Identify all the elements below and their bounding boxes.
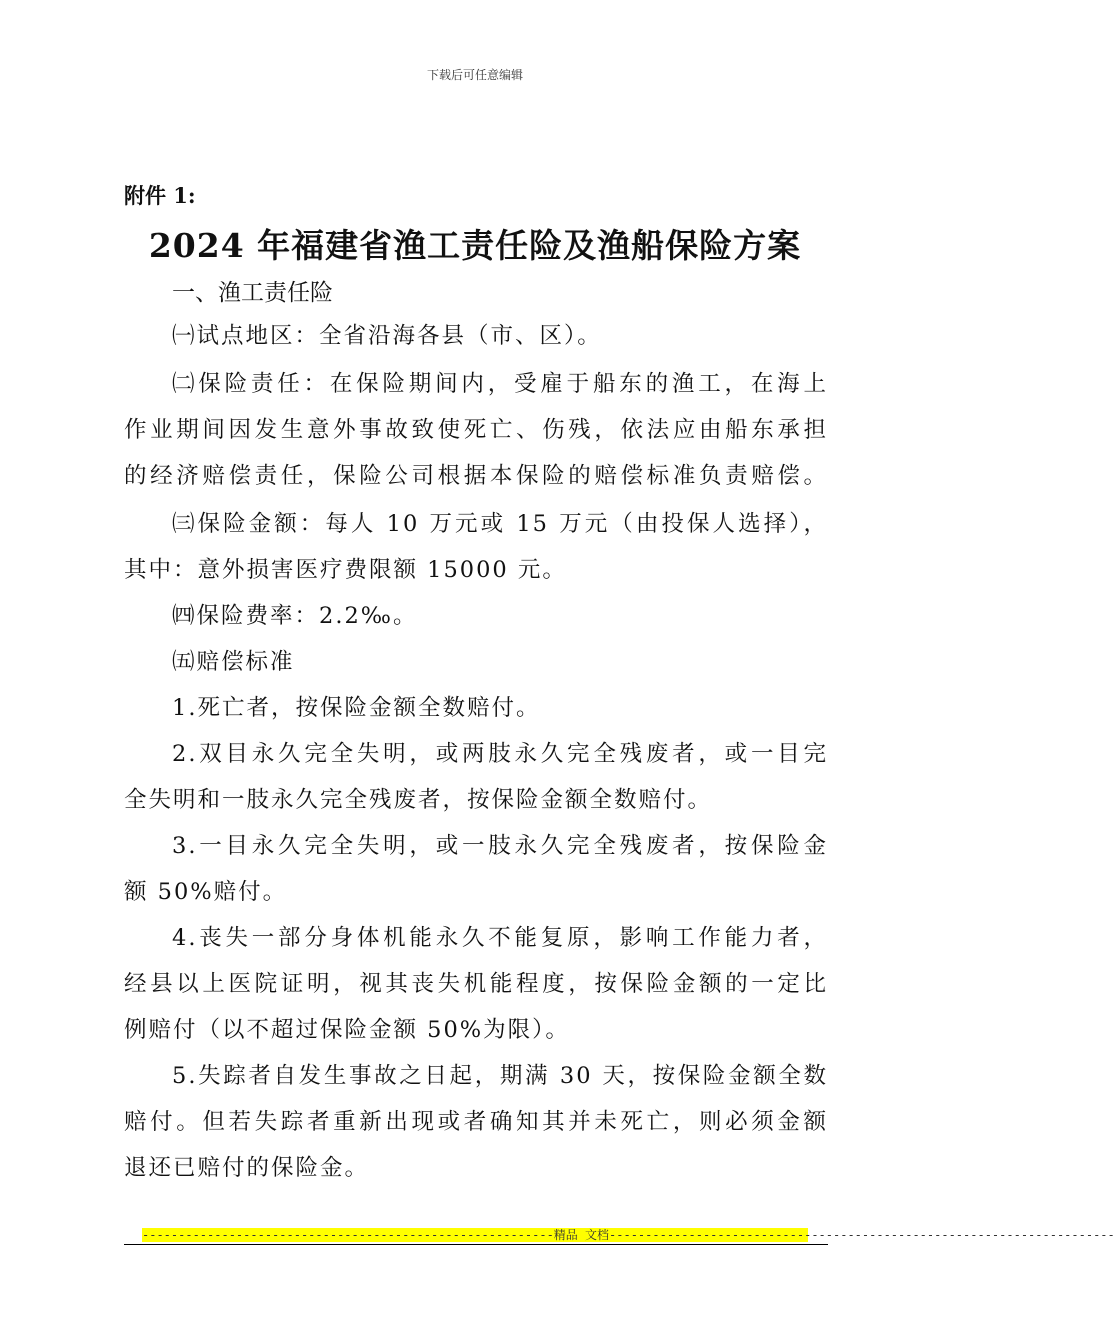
paragraph-line: 5.失踪者自发生事故之日起，期满 30 天，按保险金额全数 bbox=[172, 1063, 828, 1089]
paragraph-line: 例赔付（以不超过保险金额 50%为限）。 bbox=[124, 1017, 570, 1043]
paragraph-line: 经县以上医院证明，视其丧失机能程度，按保险金额的一定比 bbox=[124, 971, 828, 997]
paragraph-line: ㈤赔偿标准 bbox=[172, 649, 295, 675]
paragraph-line: ㈠试点地区：全省沿海各县（市、区）。 bbox=[172, 323, 602, 349]
document-title: 2024 年福建省渔工责任险及渔船保险方案 bbox=[148, 226, 802, 265]
header-note: 下载后可任意编辑 bbox=[426, 68, 523, 82]
paragraph-line: 的经济赔偿责任，保险公司根据本保险的赔偿标准负责赔偿。 bbox=[124, 463, 828, 489]
paragraph-line: 全失明和一肢永久完全残废者，按保险金额全数赔付。 bbox=[124, 787, 713, 813]
footer-label: ---------------------------------------------------------精品 文档---------------------------------------------------------------------- bbox=[142, 1228, 1115, 1242]
paragraph-line: 作业期间因发生意外事故致使死亡、伤残，依法应由船东承担 bbox=[124, 417, 828, 443]
paragraph-line: ㈣保险费率：2.2‰。 bbox=[172, 603, 418, 629]
footer-divider bbox=[124, 1244, 828, 1245]
attachment-label: 附件 1: bbox=[124, 183, 196, 208]
paragraph-line: 额 50%赔付。 bbox=[124, 879, 288, 905]
paragraph-line: ㈡保险责任：在保险期间内，受雇于船东的渔工，在海上 bbox=[172, 371, 828, 397]
paragraph-line: 2.双目永久完全失明，或两肢永久完全残废者，或一目完 bbox=[172, 741, 828, 767]
paragraph-line: 其中：意外损害医疗费限额 15000 元。 bbox=[124, 557, 567, 583]
paragraph-line: ㈢保险金额：每人 10 万元或 15 万元（由投保人选择）， bbox=[172, 511, 828, 537]
paragraph-line: 4.丧失一部分身体机能永久不能复原，影响工作能力者， bbox=[172, 925, 828, 951]
paragraph-line: 赔付。但若失踪者重新出现或者确知其并未死亡，则必须金额 bbox=[124, 1109, 828, 1135]
paragraph-line: 1.死亡者，按保险金额全数赔付。 bbox=[172, 695, 541, 721]
paragraph-line: 退还已赔付的保险金。 bbox=[124, 1155, 370, 1181]
paragraph-line: 3.一目永久完全失明，或一肢永久完全残废者，按保险金 bbox=[172, 833, 828, 859]
section-heading: 一、渔工责任险 bbox=[172, 280, 333, 306]
